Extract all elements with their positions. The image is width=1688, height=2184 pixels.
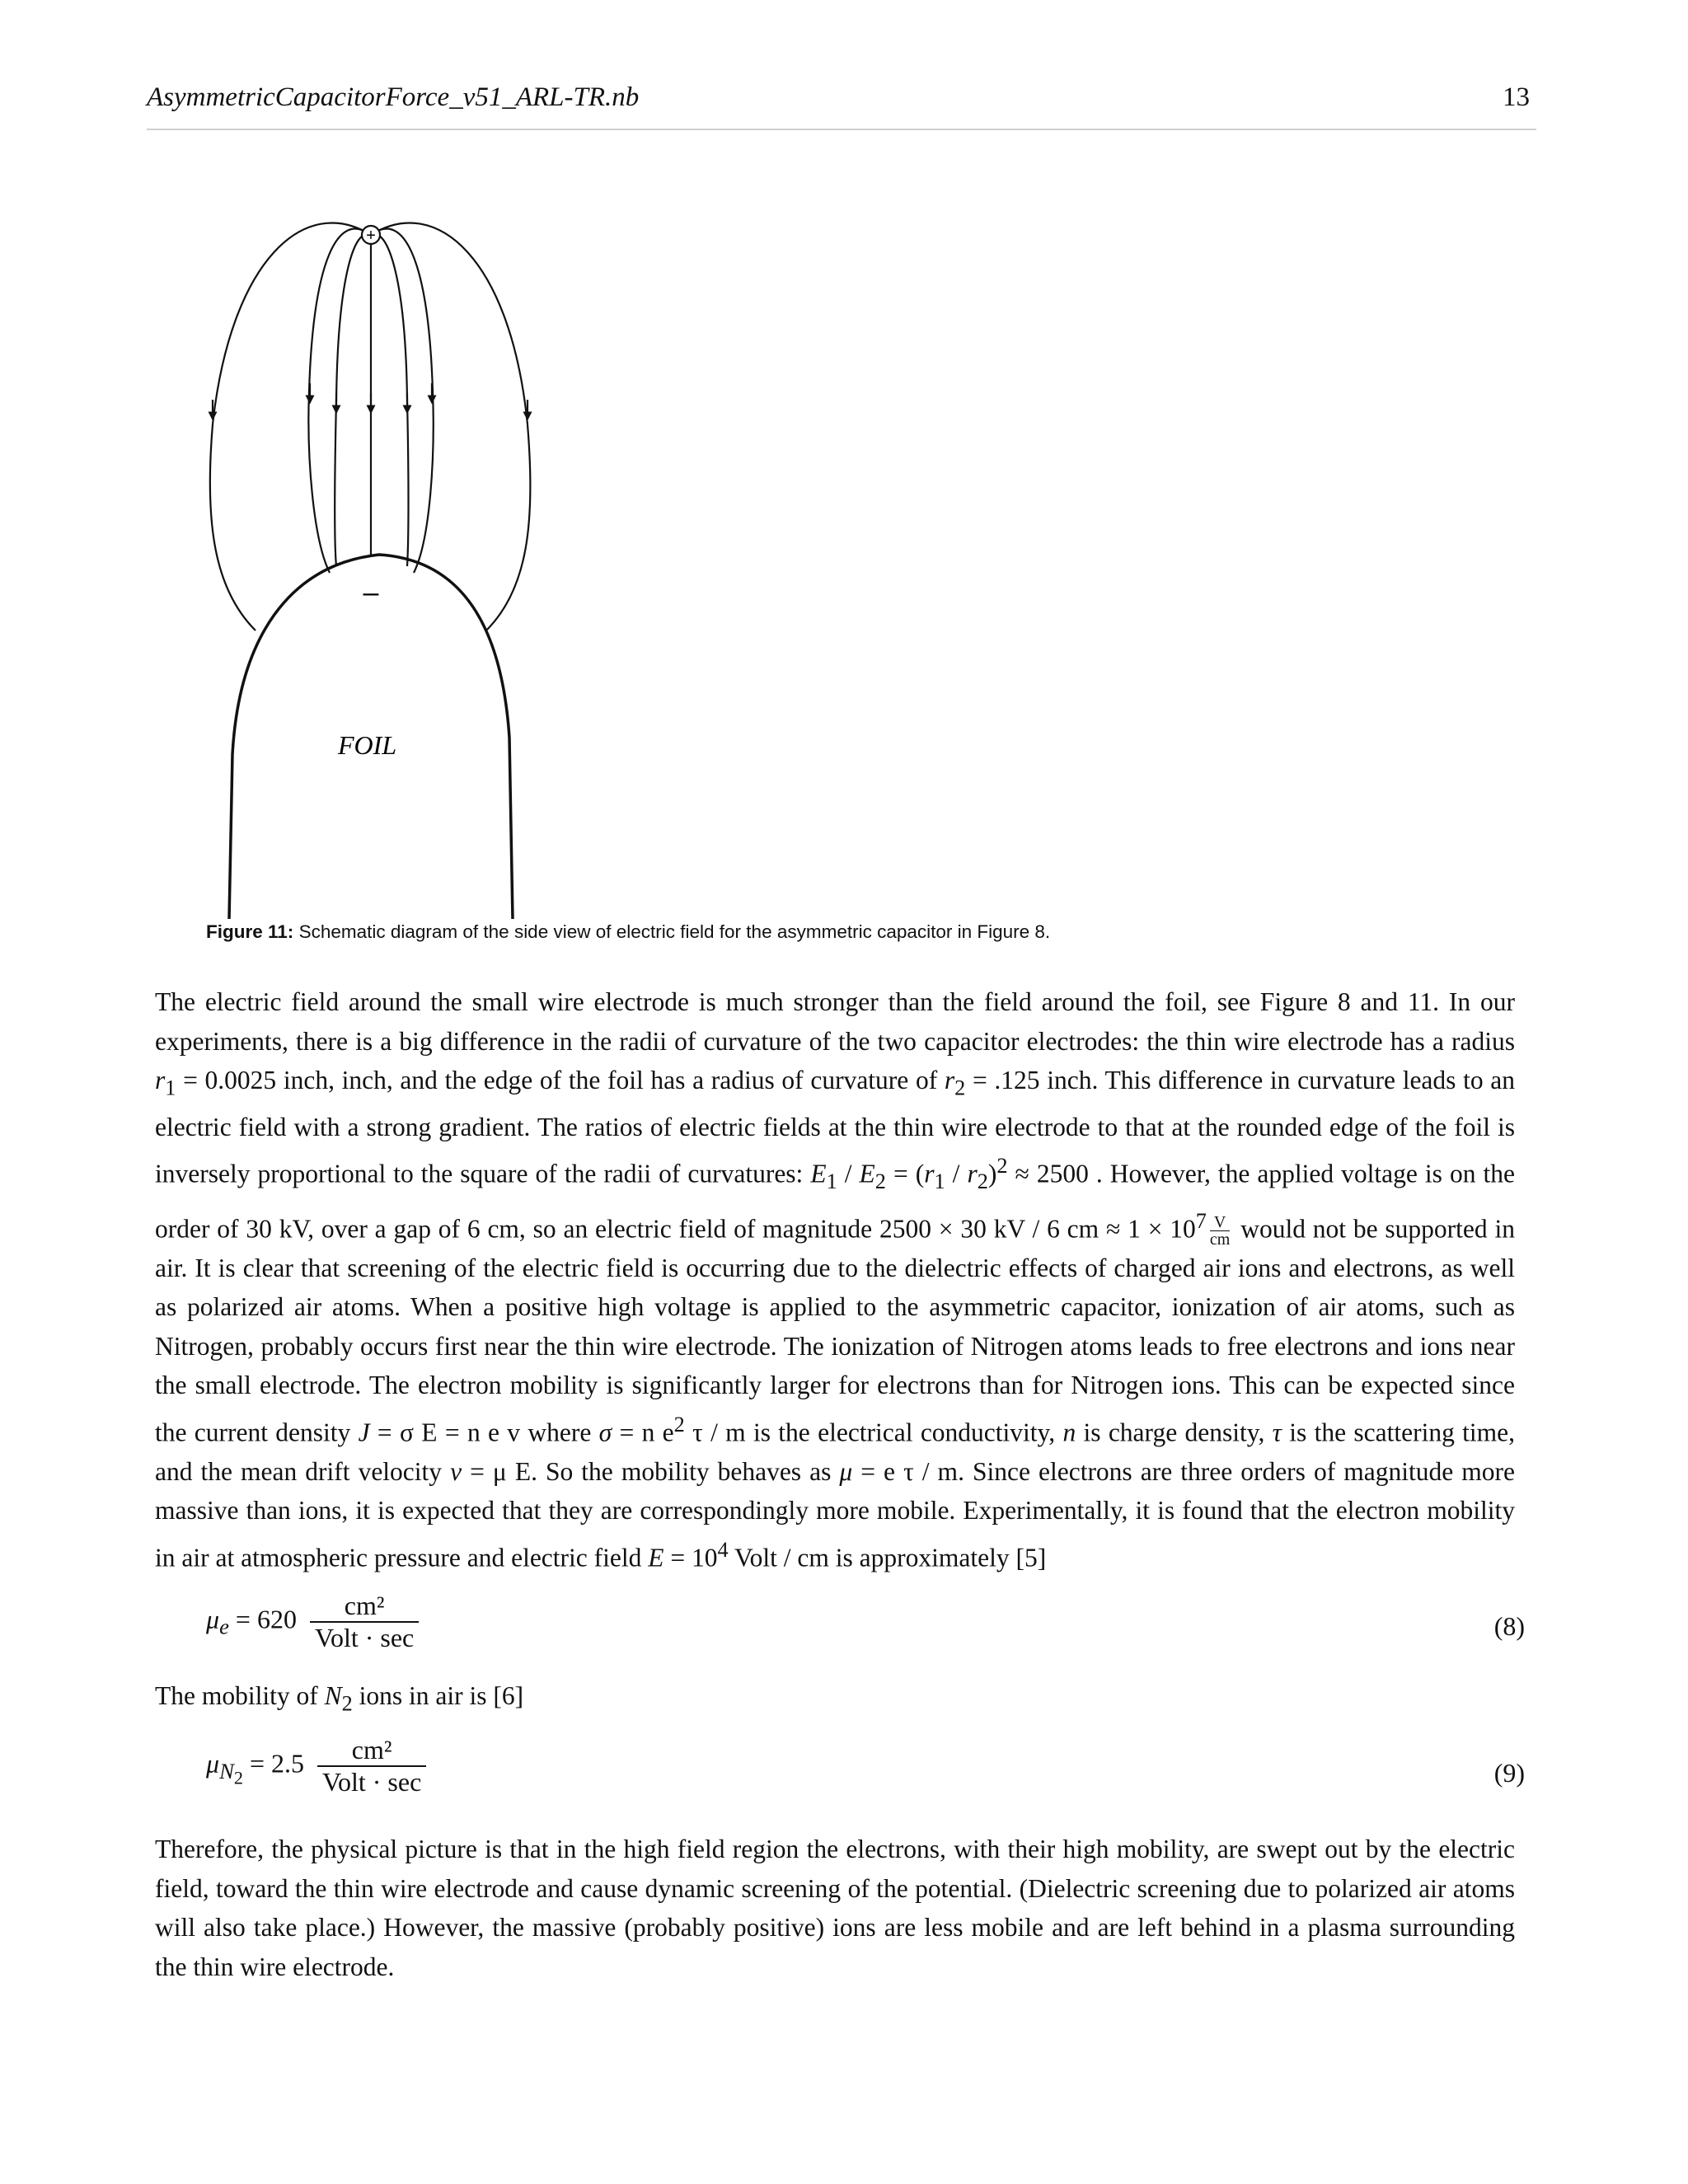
paragraph-1: The electric field around the small wire electrode is much stronger than the field around the foil, see Figure 8 and 11. In our experiments, there is a big difference in the radii of curvature of the two capacitor electrodes: the thin wire electrode has a radius $r_1 = 0.0025$ inch, inch, and the edge of the foil has a radius of curvature of $r_2 = .125$ inch. This difference in curvature leads to an electric field with a strong gradient. The ratios of electric fields at the thin wire electrode to that at the rounded edge of the foil is inversely proportional to the square of the radii of curvatures: $E_1 / E_2 = (r_1 / r_2)^2 \approx 2500$ . However, the applied voltage is on the order of 30 kV, over a gap of 6 cm, so an electric field of magnitude 2500 × 30 kV / 6 cm ≈ $1 \times 10^7$ $\frac{V}{cm}$ would not be supported in air. It is clear that screening of the electric field is occurring due to the dielectric effects of charged air ions and electrons, as well as polarized air atoms. When a positive high voltage is applied to the asymmetric capacitor, ionization of air atoms, such as Nitrogen, probably occurs first near the thin wire electrode. The ionization of Nitrogen atoms leads to free electrons and ions near the small electrode. The electron mobility is significantly larger for electrons than for Nitrogen ions. This can be expected since the current density J = σ E = n e v where σ = n $e^2$ τ / m is the electrical conductivity, n is charge density, τ is the scattering time, and the mean drift velocity v = μ E. So the mobility behaves as μ = e τ / m. Since electrons are three orders of magnitude more massive than ions, it is expected that they are correspondingly more mobile. Experimentally, it is found that the electron mobility in air at atmospheric pressure and electric field $E = 10^4$ Volt / cm is approximately [5] xyxy=(155,987,1516,1572)
page-number: 13 xyxy=(1503,82,1530,112)
field-line xyxy=(308,229,371,573)
electric-field-diagram xyxy=(190,210,585,927)
caption-text: Schematic diagram of the side view of electric field for the asymmetric capacitor in Figure 8. xyxy=(298,921,1051,942)
field-line xyxy=(371,229,434,573)
plus-label: + xyxy=(366,227,376,245)
field-line xyxy=(210,223,371,630)
caption-label: Figure 11: xyxy=(206,921,294,942)
equation-9: $\mu_{N_2} = 2.5$ $\frac{\text{cm²}}{\text{Volt · sec}}$ xyxy=(206,1735,426,1797)
document-title: AsymmetricCapacitorForce_v51_ARL-TR.nb xyxy=(147,82,640,112)
equation-8-number: (8) xyxy=(1493,1611,1525,1641)
field-line xyxy=(371,234,409,566)
field-line xyxy=(371,223,530,630)
minus-label: – xyxy=(363,577,379,608)
equation-9-number: (9) xyxy=(1493,1758,1525,1788)
figure-caption xyxy=(206,921,1525,943)
paragraph-3: Therefore, the physical picture is that in the high field region the electrons, with their high mobility, are swept out by the electric field, toward the thin wire electrode and cause dynamic screening of the potential. (Dielectric screening due to polarized air atoms will also take place.) However, the massive (probably positive) ions are less mobile and are left behind in a plasma surrounding the thin wire electrode. xyxy=(155,1835,1515,1981)
field-line xyxy=(335,234,371,566)
mobility-intro: The mobility of $N_2$ ions in air is [6] xyxy=(155,1681,524,1716)
foil-label: FOIL xyxy=(338,730,397,760)
equation-8: $\mu_e = 620$ $\frac{\text{cm²}}{\text{Volt · sec}}$ xyxy=(206,1591,419,1653)
page-header xyxy=(147,79,1536,130)
